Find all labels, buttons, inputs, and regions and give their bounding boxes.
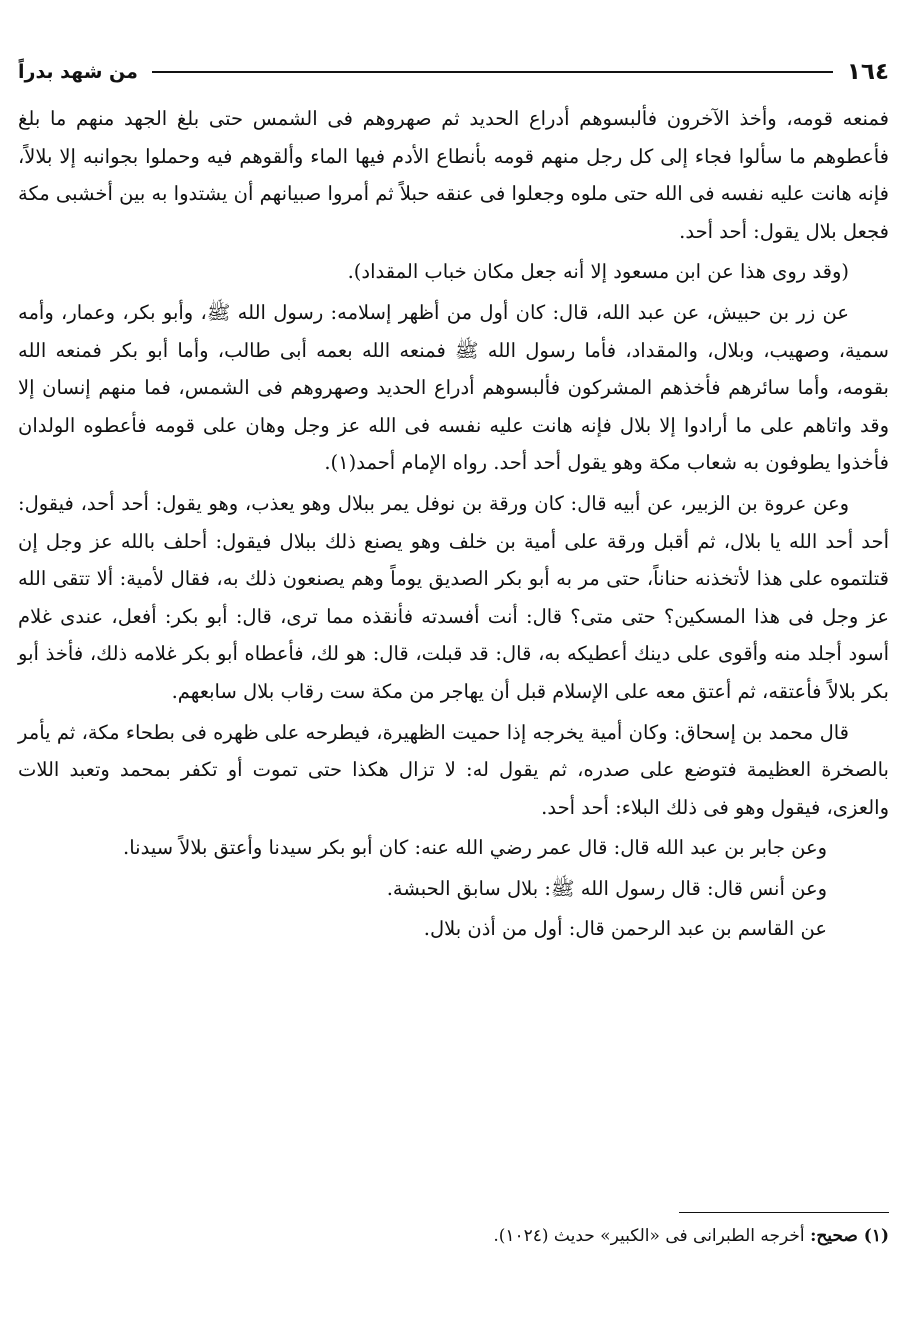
paragraph: وعن أنس قال: قال رسول الله ﷺ: بلال سابق الحبشة. bbox=[386, 876, 827, 900]
header-rule bbox=[152, 71, 833, 73]
footnote-label: (١) صحيح: bbox=[810, 1226, 889, 1246]
footnote-text: أخرجه الطبرانى فى «الكبير» حديث (١٠٢٤). bbox=[493, 1226, 805, 1246]
paragraph: وعن عروة بن الزبير، عن أبيه قال: كان ورقة بن نوفل يمر ببلال وهو يعذب، وهو يقول: أحد أحد، فيقول: أحد أحد الله يا بلال، ثم أقبل ورقة على أمية بن خلف وهو يصنع ذلك ببلال فيقول: أحلف بالله عز وجل إن قتلتموه على هذا لأتخذنه حناناً، حتى مر به أبو بكر الصديق يوماً وهم يصنعون ذلك به، فقال لأمية: ألا تتقى الله عز وجل فى هذا المسكين؟ حتى متى؟ قال: أنت أفسدته فأنقذه مما ترى، قال: أبو بكر: أفعل، عندى غلام أسود أجلد منه وأقوى على دينك أعطيكه به، قال: قد قبلت، قال: هو لك، فأعطاه أبو بكر غلامه ذلك، فأخذ أبو بكر بلالاً فأعتقه، ثم أعتق معه على الإسلام قبل أن يهاجر من مكة ست رقاب بلال سابعهم. bbox=[18, 491, 889, 703]
paragraph: قال محمد بن إسحاق: وكان أمية يخرجه إذا حميت الظهيرة، فيطرحه على ظهره فى بطحاء مكة، ثم يأمر بالصخرة العظيمة فتوضع على صدره، ثم يقول له: لا تزال هكذا حتى تموت أو تكفر بمحمد وتعبد اللات والعزى، فيقول وهو فى ذلك البلاء: أحد أحد. bbox=[18, 720, 889, 819]
page-number: ١٦٤ bbox=[846, 59, 889, 85]
paragraph: وعن جابر بن عبد الله قال: قال عمر رضي الله عنه: كان أبو بكر سيدنا وأعتق بلالاً سيدنا. bbox=[123, 836, 827, 860]
footnote bbox=[18, 1222, 889, 1250]
page-header bbox=[18, 52, 889, 92]
running-title: من شهد بدراً bbox=[18, 61, 138, 83]
paragraph: (وقد روى هذا عن ابن مسعود إلا أنه جعل مكان خباب المقداد). bbox=[347, 260, 849, 284]
footnote-rule bbox=[679, 1212, 889, 1213]
paragraph: عن القاسم بن عبد الرحمن قال: أول من أذن بلال. bbox=[423, 917, 827, 941]
paragraph: عن زر بن حبيش، عن عبد الله، قال: كان أول من أظهر إسلامه: رسول الله ﷺ، وأبو بكر، وعمار، وأمه سمية، وصهيب، وبلال، والمقداد، فأما رسول الله ﷺ فمنعه الله بعمه أبى طالب، وأما أبو بكر فمنعه الله بقومه، وأما سائرهم فأخذهم المشركون فألبسوهم أدراع الحديد وصهروهم فى الشمس، فما منهم إنسان إلا وقد واتاهم على ما أرادوا إلا بلال فإنه هانت عليه نفسه فى الله عز وجل وهان على قومه فأعطوه الولدان فأخذوا يطوفون به شعاب مكة وهو يقول أحد أحد. رواه الإمام أحمد(١). bbox=[18, 300, 889, 475]
paragraph: فمنعه قومه، وأخذ الآخرون فألبسوهم أدراع الحديد ثم صهروهم فى الشمس حتى بلغ الجهد منهم ما بلغ فأعطوهم ما سألوا فجاء إلى كل رجل منهم قومه بأنطاع الأدم فيها الماء وألقوهم فيه وحملوا بجوانبه إلا بلالاً، فإنه هانت عليه نفسه فى الله حتى ملوه وجعلوا فى عنقه حبلاً ثم أمروا صبيانهم أن يشتدوا به بين أخشبى مكة فجعل بلال يقول: أحد أحد. bbox=[18, 107, 889, 243]
main-text bbox=[18, 100, 889, 948]
